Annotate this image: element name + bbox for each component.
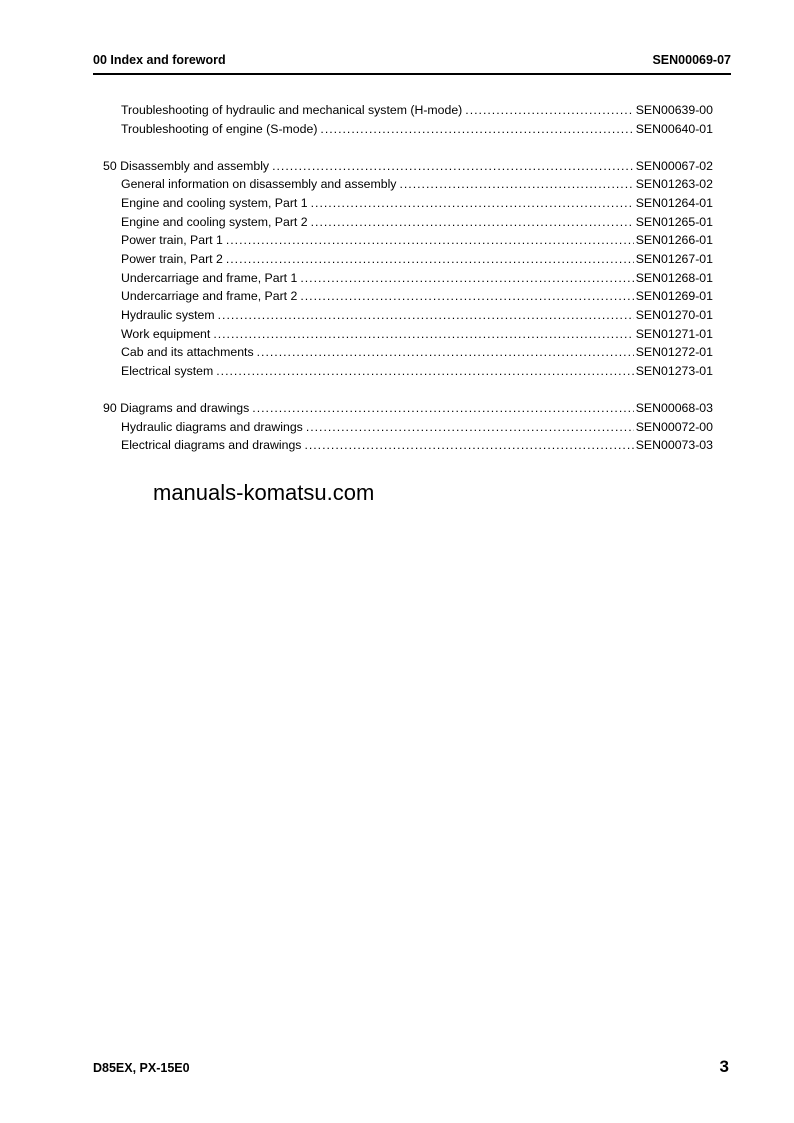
toc-entry-label: Engine and cooling system, Part 1 [121, 196, 308, 210]
toc-entry-code: SEN00072-00 [635, 420, 713, 434]
dot-leader [218, 308, 634, 322]
toc-entry-code: SEN01265-01 [635, 215, 713, 229]
dot-leader [252, 401, 633, 415]
toc-entry-label: Power train, Part 2 [121, 252, 223, 266]
toc-entry-label: Hydraulic system [121, 308, 215, 322]
toc-entry-label: 90 Diagrams and drawings [103, 401, 250, 415]
toc-entry-code: SEN00639-00 [635, 103, 713, 117]
toc-entry-code: SEN00640-01 [635, 122, 713, 136]
toc-entry [121, 233, 713, 251]
toc-entry-label: Electrical system [121, 364, 214, 378]
toc-entry [121, 103, 713, 121]
toc-entry [121, 215, 713, 233]
watermark: manuals-komatsu.com [153, 480, 375, 505]
toc-entry-label: Electrical diagrams and drawings [121, 438, 302, 452]
dot-leader [300, 271, 633, 285]
dot-leader [226, 252, 634, 266]
toc-entry-code: SEN01269-01 [635, 289, 713, 303]
toc-entry [121, 327, 713, 345]
footer-model: D85EX, PX-15E0 [93, 1061, 190, 1075]
toc-entry [121, 177, 713, 195]
toc-entry-code: SEN01272-01 [635, 345, 713, 359]
toc-entry-label: Power train, Part 1 [121, 233, 223, 247]
toc-entry-label: Undercarriage and frame, Part 2 [121, 289, 298, 303]
toc-entry-code: SEN01270-01 [635, 308, 713, 322]
dot-leader [311, 196, 634, 210]
toc-entry-label: Hydraulic diagrams and drawings [121, 420, 303, 434]
section-title: 00 Index and foreword [93, 53, 226, 67]
dot-leader [300, 289, 633, 303]
toc-entry [121, 420, 713, 438]
dot-leader [216, 364, 633, 378]
toc-entry-code: SEN01267-01 [635, 252, 713, 266]
toc-entry [121, 364, 713, 382]
toc-entry-label: Engine and cooling system, Part 2 [121, 215, 308, 229]
toc-entry [121, 196, 713, 214]
toc-entry [103, 401, 713, 419]
toc-entry-label: General information on disassembly and assembly [121, 177, 397, 191]
toc-entry [121, 289, 713, 307]
toc-entry-code: SEN00067-02 [635, 159, 713, 173]
document-code: SEN00069-07 [652, 53, 731, 67]
toc-entry [121, 122, 713, 140]
toc-entry [121, 252, 713, 270]
dot-leader [226, 233, 634, 247]
toc-entry [121, 345, 713, 363]
toc-entry-code: SEN01263-02 [635, 177, 713, 191]
toc-entry-code: SEN00073-03 [635, 438, 713, 452]
header-rule [93, 73, 731, 75]
dot-leader [320, 122, 633, 136]
toc-entry-code: SEN00068-03 [635, 401, 713, 415]
toc-entry-label: Troubleshooting of hydraulic and mechanical system (H-mode) [121, 103, 463, 117]
toc-entry-label: Work equipment [121, 327, 211, 341]
dot-leader [306, 420, 634, 434]
toc-entry [121, 271, 713, 289]
toc-entry [121, 438, 713, 456]
toc-entry-code: SEN01273-01 [635, 364, 713, 378]
toc-entry-code: SEN01264-01 [635, 196, 713, 210]
dot-leader [465, 103, 633, 117]
dot-leader [304, 438, 633, 452]
toc-entry-label: Cab and its attachments [121, 345, 254, 359]
dot-leader [213, 327, 633, 341]
dot-leader [311, 215, 634, 229]
dot-leader [399, 177, 633, 191]
toc-entry-code: SEN01271-01 [635, 327, 713, 341]
toc-entry-code: SEN01268-01 [635, 271, 713, 285]
toc-entry [103, 159, 713, 177]
toc-entry-code: SEN01266-01 [635, 233, 713, 247]
toc-entry-label: Troubleshooting of engine (S-mode) [121, 122, 318, 136]
page-number: 3 [719, 1057, 729, 1076]
dot-leader [257, 345, 634, 359]
toc-entry-label: Undercarriage and frame, Part 1 [121, 271, 298, 285]
toc-entry-label: 50 Disassembly and assembly [103, 159, 270, 173]
dot-leader [272, 159, 634, 173]
toc-entry [121, 308, 713, 326]
